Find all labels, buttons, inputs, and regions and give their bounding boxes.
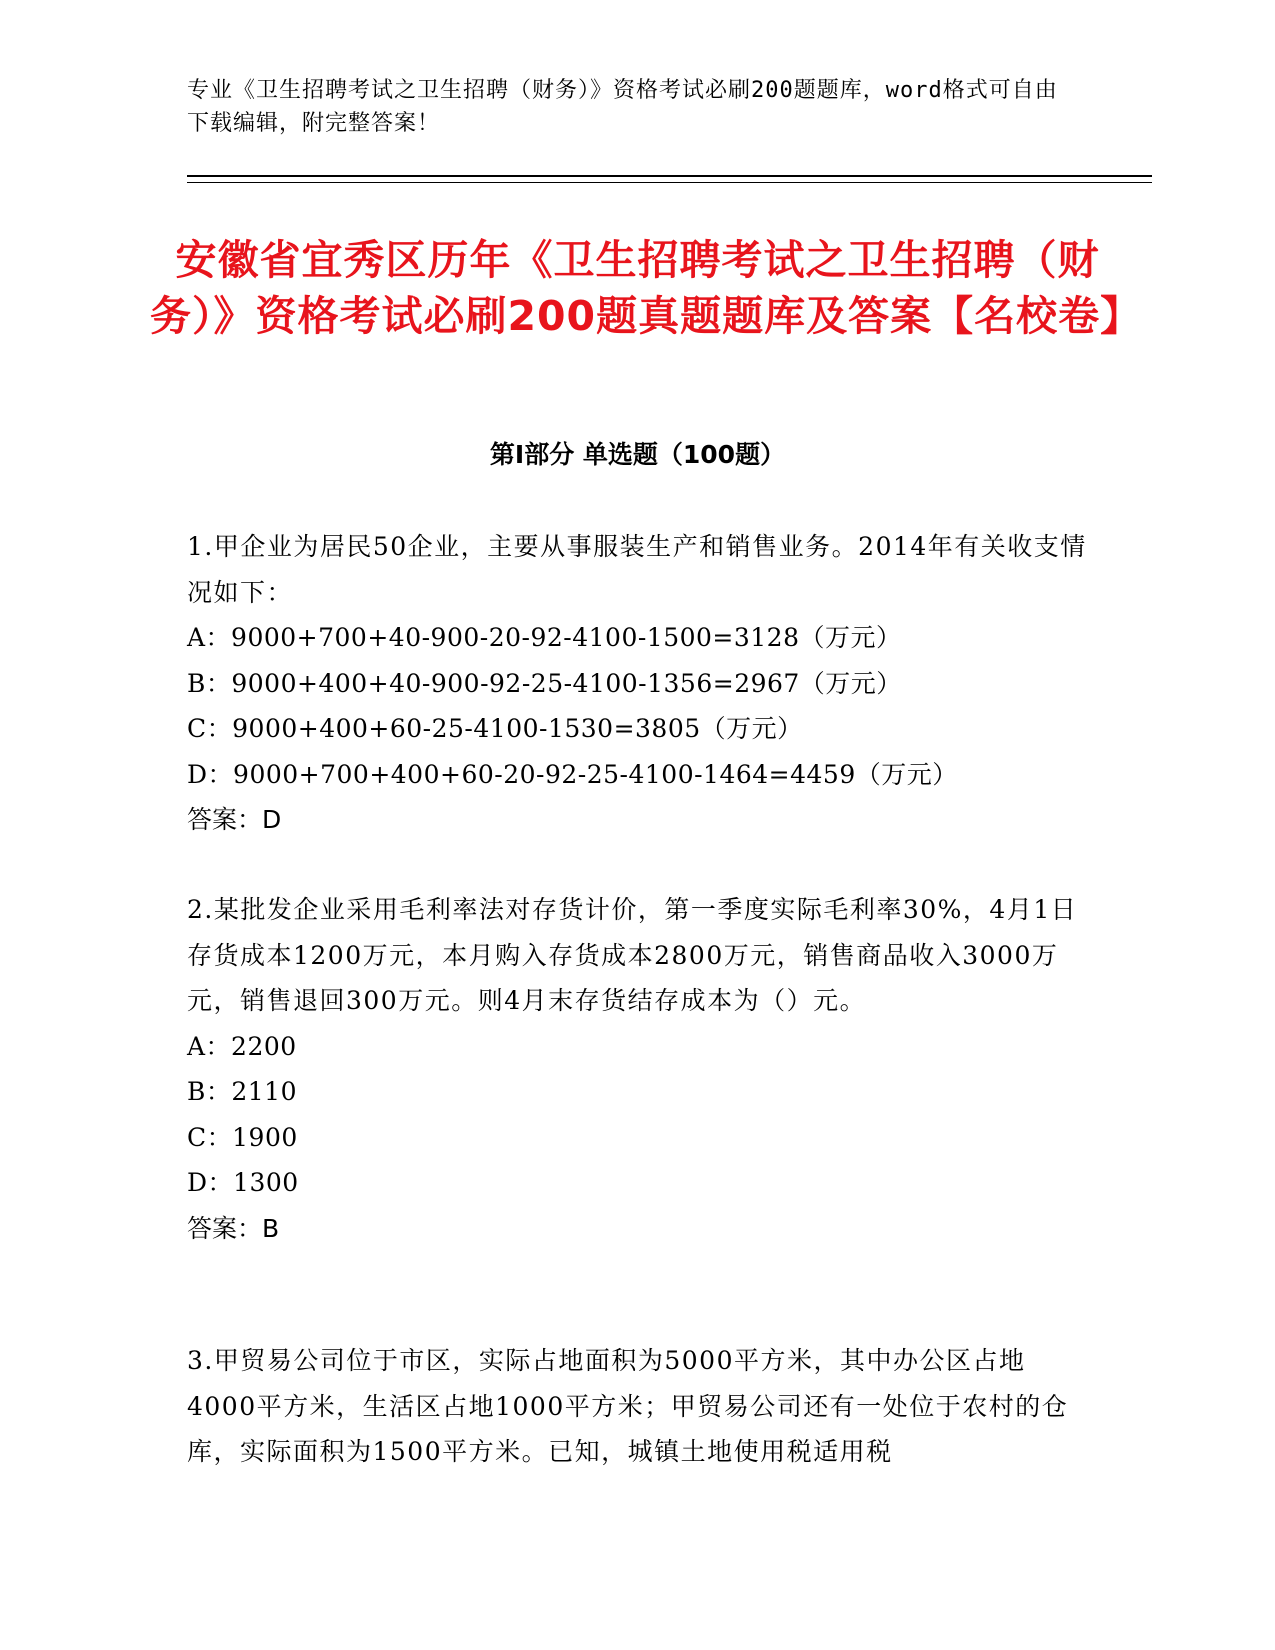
question-2 xyxy=(187,887,1087,1251)
question-stem: 3.甲贸易公司位于市区，实际占地面积为5000平方米，其中办公区占地4000平方米，生活区占地1000平方米；甲贸易公司还有一处位于农村的仓库，实际面积为1500平方米。已知，城镇土地使用税适用税 xyxy=(187,1346,1069,1466)
option-b: B：2110 xyxy=(187,1077,297,1106)
option-c: C：9000+400+60-25-4100-1530=3805（万元） xyxy=(187,714,803,743)
option-a: A：2200 xyxy=(187,1031,297,1061)
section-heading: 第I部分 单选题（100题） xyxy=(489,440,786,469)
question-1 xyxy=(187,524,1087,843)
header-note: 专业《卫生招聘考试之卫生招聘（财务）》资格考试必刷200题题库，word格式可自由下载编辑，附完整答案！ xyxy=(187,78,1058,136)
option-a: A：9000+700+40-900-20-92-4100-1500=3128（万元） xyxy=(187,623,902,652)
option-d: D：9000+700+400+60-20-92-25-4100-1464=4459（万元） xyxy=(187,759,958,789)
question-stem: 2.某批发企业采用毛利率法对存货计价，第一季度实际毛利率30%，4月1日存货成本1200万元，本月购入存货成本2800万元，销售商品收入3000万元，销售退回300万元。则4月末存货结存成本为（）元。 xyxy=(187,895,1078,1015)
option-c: C：1900 xyxy=(187,1122,298,1152)
option-b: B：9000+400+40-900-92-25-4100-1356=2967（万元） xyxy=(187,668,902,698)
header-rule-thick xyxy=(187,175,1152,177)
question-3 xyxy=(187,1338,1087,1475)
option-d: D：1300 xyxy=(187,1168,299,1197)
answer: 答案：B xyxy=(187,1213,280,1243)
header-rule-thin xyxy=(187,182,1152,183)
answer: 答案：D xyxy=(187,805,282,834)
document-title: 安徽省宜秀区历年《卫生招聘考试之卫生招聘（财务）》资格考试必刷200题真题题库及答案【名校卷】 xyxy=(150,236,1143,340)
question-stem: 1.甲企业为居民50企业，主要从事服装生产和销售业务。2014年有关收支情况如下： xyxy=(187,532,1087,607)
